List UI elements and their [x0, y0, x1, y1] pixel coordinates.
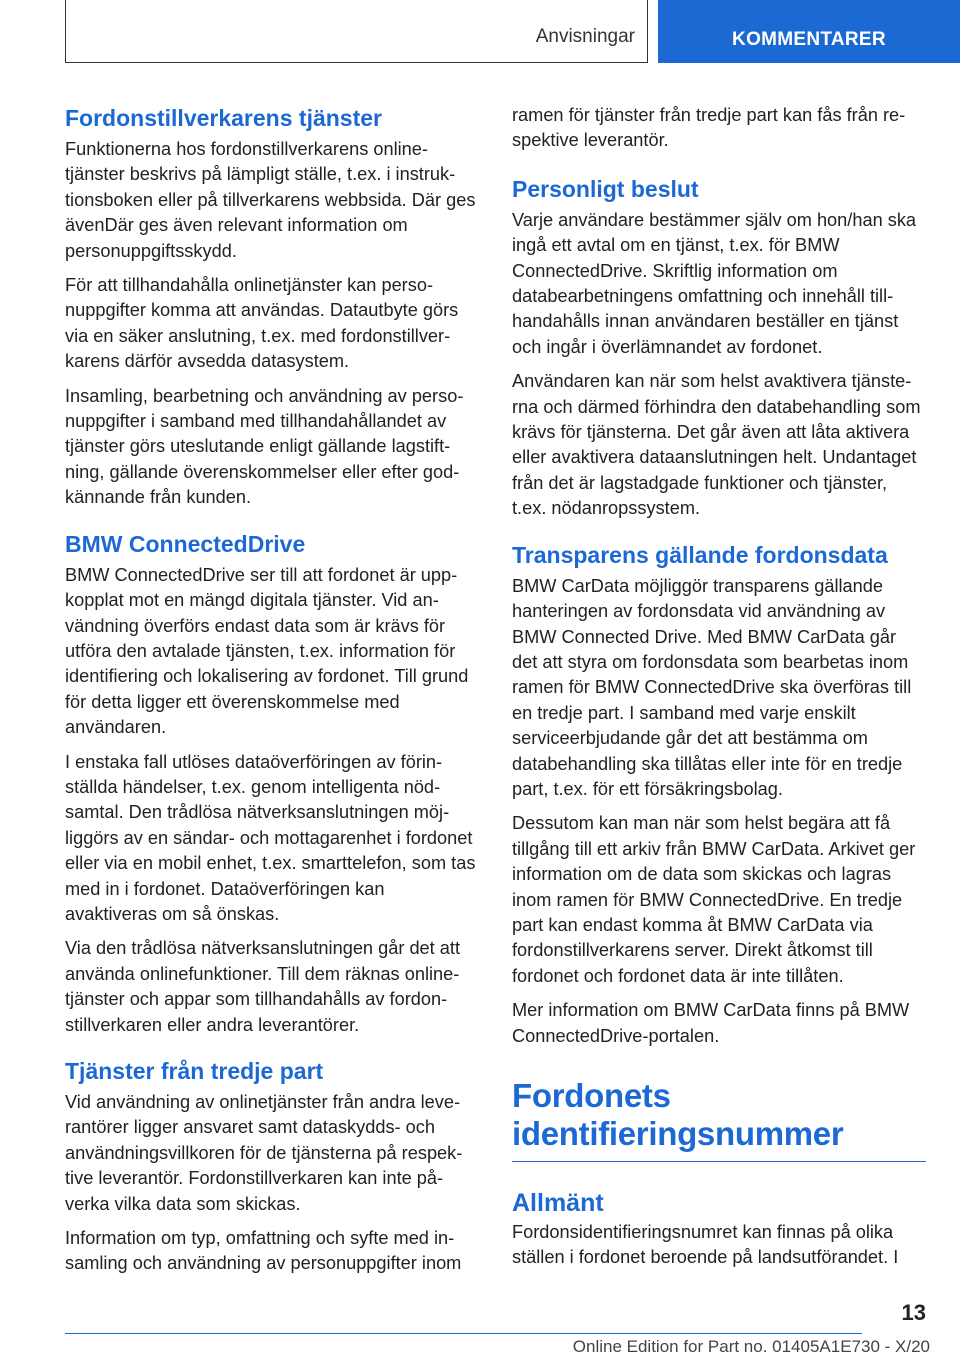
- paragraph: Användaren kan när som helst avaktivera tjänsterna och därmed förhindra den databehandling som krävs för tjänsterna. Det går även att låta aktivera eller avaktivera dataanslutningen helt. Undantaget från det är lagstadgade funktioner och tjänster, t.ex. nödanropssystem.: [512, 371, 921, 519]
- section-manufacturer-services: [65, 103, 478, 511]
- footer-divider: [65, 1333, 862, 1334]
- section-heading: Transparens gällande fordonsdata: [512, 541, 888, 568]
- subsection-heading: Allmänt: [512, 1189, 604, 1217]
- section-heading: Personligt beslut: [512, 175, 699, 202]
- left-column: [65, 103, 478, 1295]
- header-nav-box: [65, 0, 648, 63]
- section-transparency: [512, 540, 926, 1049]
- paragraph: Funktionerna hos fordonstillverkarens onlinetjänster beskrivs på lämpligt ställe, t.ex. i instruktionsboken eller på tillverkarens webbsida. Där ges ävenDär ges även relevant information om personuppgiftsskydd.: [65, 139, 476, 261]
- paragraph: Information om typ, omfattning och syfte med insamling och användning av personuppgifter inom: [65, 1228, 462, 1274]
- chapter-title: Fordonets identifieringsnummer: [512, 1077, 926, 1162]
- paragraph: BMW ConnectedDrive ser till att fordonet är uppkopplat mot en mängd digitala tjänster. Vid användning överförs endast data som är krävs för utföra den avtalade tjänsten, t.ex. information för identifiering och lokalisering av fordonet. Till grund för detta ligger ett överenskommelse med användaren.: [65, 564, 469, 738]
- page-number: 13: [901, 1300, 926, 1325]
- paragraph: För att tillhandahålla onlinetjänster kan personuppgifter komma att användas. Datautbyte görs via en säker anslutning, t.ex. med fordonstillverkarens därför avsedda datasystem.: [65, 275, 459, 372]
- section-personal-decision: [512, 174, 926, 522]
- right-column: [512, 103, 926, 1280]
- section-third-party: [65, 1056, 478, 1277]
- paragraph: BMW CarData möjliggör transparens gällande hanteringen av fordonsdata vid användning av BMW Connected Drive. Med BMW CarData går det att styra om fordonsdata som bearbetas inom ramen för BMW ConnectedDrive ska överföras till en tredje part. I samband med varje enskilt serviceerbjudande går det att bestämma om databehandling ska tillåtas eller inte för en tredje part, t.ex. för ett försäkringsbolag.: [512, 575, 912, 799]
- footer-edition-text: Online Edition for Part no. 01405A1E730 - X/20: [572, 1337, 930, 1356]
- section-heading: Fordonstillverkarens tjänster: [65, 105, 382, 131]
- header-nav-label[interactable]: Anvisningar: [535, 26, 635, 47]
- section-heading: BMW ConnectedDrive: [65, 530, 306, 557]
- section-connected-drive: [65, 529, 478, 1038]
- header-active-tab[interactable]: [658, 0, 960, 63]
- paragraph: Mer information om BMW CarData finns på BMW ConnectedDrive-portalen.: [512, 1000, 910, 1046]
- paragraph: Fordonsidentifieringsnumret kan finnas på olika ställen i fordonet beroende på landsutförandet. I: [512, 1222, 899, 1268]
- paragraph: Dessutom kan man när som helst begära att få tillgång till ett arkiv från BMW CarData. Arkivet ger information om de data som skickas och lagras inom ramen för BMW ConnectedDrive. En tredje part kan endast komma åt BMW CarData via fordonstillverkarens server. Direkt åtkomst till fordonet och fordonet data är inte tillåten.: [512, 813, 916, 986]
- paragraph: Vid användning av onlinetjänster från andra leverantörer ligger ansvaret samt dataskydds- och användningsvillkoren för de tjänsterna på respektive leverantör. Fordonstillverkaren kan inte påverka vilka data som skickas.: [65, 1092, 463, 1214]
- paragraph: Insamling, bearbetning och användning av personuppgifter i samband med tillhandahållandet av tjänster görs uteslutande enligt gällande lagstiftning, gällande överenskommelser eller efter godkännande från kunden.: [65, 385, 464, 508]
- paragraph: I enstaka fall utlöses dataöverföringen av förinställda händelser, t.ex. genom intelligenta nödsamtal. Den trådlösa nätverksanslutningen möjliggörs av en sändar- och mottagarenhet i fordonet eller via en mobil enhet, t.ex. smarttelefon, som tas med in i fordonet. Dataöverföringen kan avaktiveras om så önskas.: [65, 751, 476, 924]
- active-tab-label: KOMMENTARER: [732, 29, 886, 50]
- continued-paragraph: ramen för tjänster från tredje part kan fås från respektive leverantör.: [512, 105, 906, 151]
- section-heading: Tjänster från tredje part: [65, 1058, 324, 1084]
- paragraph: Via den trådlösa nätverksanslutningen går det att använda onlinefunktioner. Till dem räknas onlinetjänster och appar som tillhandahålls av fordonstillverkaren eller andra leverantörer.: [65, 938, 461, 1035]
- paragraph: Varje användare bestämmer själv om hon/han ska ingå ett avtal om en tjänst, t.ex. för BMW ConnectedDrive. Skriftlig information om databearbetningens omfattning och innehåll tillhandahålls innan användaren beställer en tjänst och ingår i överlämnandet av fordonet.: [512, 209, 917, 357]
